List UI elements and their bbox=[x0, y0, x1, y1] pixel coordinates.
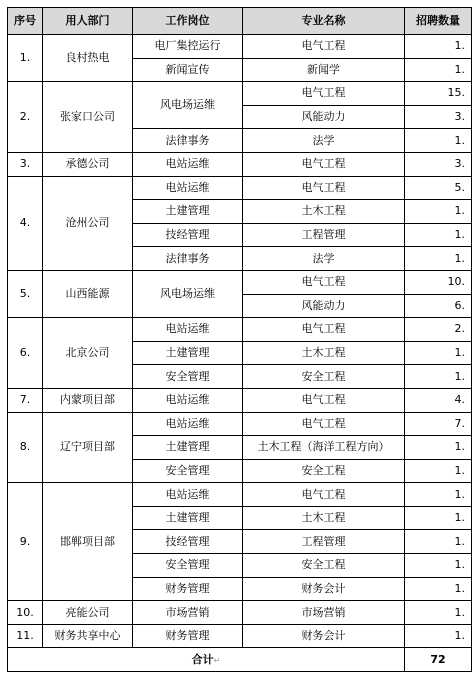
major-cell: 电气工程 bbox=[243, 270, 405, 294]
dept-cell: 承德公司 bbox=[43, 152, 133, 176]
count-cell: 1. bbox=[405, 506, 472, 530]
header-count: 招聘数量 bbox=[405, 8, 472, 35]
post-cell: 电站运维 bbox=[133, 318, 243, 342]
major-cell: 电气工程 bbox=[243, 388, 405, 412]
post-cell: 电站运维 bbox=[133, 412, 243, 436]
header-dept: 用人部门 bbox=[43, 8, 133, 35]
seq-cell: 2. bbox=[8, 82, 43, 153]
dept-cell: 财务共享中心 bbox=[43, 624, 133, 648]
table-row bbox=[8, 483, 472, 507]
recruitment-table-container bbox=[7, 7, 471, 672]
count-cell: 5. bbox=[405, 176, 472, 200]
post-cell: 市场营销 bbox=[133, 601, 243, 625]
dept-cell: 内蒙项目部 bbox=[43, 388, 133, 412]
major-cell: 工程管理 bbox=[243, 530, 405, 554]
major-cell: 安全工程 bbox=[243, 459, 405, 483]
post-cell: 风电场运维 bbox=[133, 82, 243, 129]
post-cell: 财务管理 bbox=[133, 624, 243, 648]
major-cell: 电气工程 bbox=[243, 35, 405, 59]
seq-cell: 4. bbox=[8, 176, 43, 270]
seq-cell: 10. bbox=[8, 601, 43, 625]
major-cell: 安全工程 bbox=[243, 554, 405, 578]
count-cell: 1. bbox=[405, 247, 472, 271]
total-label bbox=[8, 648, 405, 672]
count-cell: 1. bbox=[405, 459, 472, 483]
post-cell: 土建管理 bbox=[133, 436, 243, 460]
post-cell: 安全管理 bbox=[133, 365, 243, 389]
total-label-text: 合计 bbox=[191, 652, 214, 666]
major-cell: 土木工程 bbox=[243, 341, 405, 365]
major-cell: 法学 bbox=[243, 129, 405, 153]
table-row bbox=[8, 412, 472, 436]
post-cell: 安全管理 bbox=[133, 459, 243, 483]
major-cell: 电气工程 bbox=[243, 412, 405, 436]
seq-cell: 5. bbox=[8, 270, 43, 317]
post-cell: 法律事务 bbox=[133, 247, 243, 271]
seq-cell: 6. bbox=[8, 318, 43, 389]
post-cell: 土建管理 bbox=[133, 506, 243, 530]
count-cell: 1. bbox=[405, 530, 472, 554]
post-cell: 新闻宣传 bbox=[133, 58, 243, 82]
table-row bbox=[8, 624, 472, 648]
count-cell: 1. bbox=[405, 129, 472, 153]
count-cell: 10. bbox=[405, 270, 472, 294]
seq-cell: 8. bbox=[8, 412, 43, 483]
major-cell: 新闻学 bbox=[243, 58, 405, 82]
count-cell: 1. bbox=[405, 577, 472, 601]
header-post: 工作岗位 bbox=[133, 8, 243, 35]
major-cell: 电气工程 bbox=[243, 152, 405, 176]
count-cell: 1. bbox=[405, 223, 472, 247]
count-cell: 1. bbox=[405, 624, 472, 648]
major-cell: 电气工程 bbox=[243, 318, 405, 342]
dept-cell: 良村热电 bbox=[43, 35, 133, 82]
post-cell: 土建管理 bbox=[133, 200, 243, 224]
table-row bbox=[8, 152, 472, 176]
count-cell: 1. bbox=[405, 365, 472, 389]
seq-cell: 7. bbox=[8, 388, 43, 412]
dept-cell: 山西能源 bbox=[43, 270, 133, 317]
header-major: 专业名称 bbox=[243, 8, 405, 35]
seq-cell: 1. bbox=[8, 35, 43, 82]
major-cell: 财务会计 bbox=[243, 577, 405, 601]
dept-cell: 沧州公司 bbox=[43, 176, 133, 270]
major-cell: 安全工程 bbox=[243, 365, 405, 389]
post-cell: 电厂集控运行 bbox=[133, 35, 243, 59]
count-cell: 1. bbox=[405, 436, 472, 460]
major-cell: 土木工程 bbox=[243, 200, 405, 224]
major-cell: 财务会计 bbox=[243, 624, 405, 648]
header-seq: 序号 bbox=[8, 8, 43, 35]
count-cell: 15. bbox=[405, 82, 472, 106]
table-row bbox=[8, 270, 472, 294]
post-cell: 技经管理 bbox=[133, 223, 243, 247]
table-row bbox=[8, 176, 472, 200]
count-cell: 1. bbox=[405, 554, 472, 578]
table-row bbox=[8, 601, 472, 625]
seq-cell: 3. bbox=[8, 152, 43, 176]
major-cell: 电气工程 bbox=[243, 82, 405, 106]
total-value: 72 bbox=[405, 648, 472, 672]
dept-cell: 亮能公司 bbox=[43, 601, 133, 625]
seq-cell: 9. bbox=[8, 483, 43, 601]
count-cell: 1. bbox=[405, 35, 472, 59]
post-cell: 风电场运维 bbox=[133, 270, 243, 317]
table-row bbox=[8, 388, 472, 412]
dept-cell: 邯郸项目部 bbox=[43, 483, 133, 601]
seq-cell: 11. bbox=[8, 624, 43, 648]
count-cell: 3. bbox=[405, 105, 472, 129]
table-row bbox=[8, 35, 472, 59]
post-cell: 电站运维 bbox=[133, 388, 243, 412]
table-row bbox=[8, 82, 472, 106]
major-cell: 土木工程 bbox=[243, 506, 405, 530]
header-row bbox=[8, 8, 472, 35]
post-cell: 安全管理 bbox=[133, 554, 243, 578]
count-cell: 3. bbox=[405, 152, 472, 176]
paragraph-mark: ↵ bbox=[213, 655, 221, 665]
count-cell: 4. bbox=[405, 388, 472, 412]
count-cell: 1. bbox=[405, 483, 472, 507]
dept-cell: 辽宁项目部 bbox=[43, 412, 133, 483]
major-cell: 电气工程 bbox=[243, 483, 405, 507]
post-cell: 土建管理 bbox=[133, 341, 243, 365]
count-cell: 7. bbox=[405, 412, 472, 436]
count-cell: 1. bbox=[405, 200, 472, 224]
recruitment-table bbox=[7, 7, 472, 672]
count-cell: 1. bbox=[405, 601, 472, 625]
count-cell: 6. bbox=[405, 294, 472, 318]
count-cell: 1. bbox=[405, 341, 472, 365]
count-cell: 1. bbox=[405, 58, 472, 82]
major-cell: 工程管理 bbox=[243, 223, 405, 247]
major-cell: 电气工程 bbox=[243, 176, 405, 200]
table-row bbox=[8, 318, 472, 342]
major-cell: 市场营销 bbox=[243, 601, 405, 625]
post-cell: 电站运维 bbox=[133, 483, 243, 507]
post-cell: 法律事务 bbox=[133, 129, 243, 153]
dept-cell: 张家口公司 bbox=[43, 82, 133, 153]
dept-cell: 北京公司 bbox=[43, 318, 133, 389]
post-cell: 电站运维 bbox=[133, 176, 243, 200]
major-cell: 土木工程（海洋工程方向） bbox=[243, 436, 405, 460]
major-cell: 风能动力 bbox=[243, 294, 405, 318]
count-cell: 2. bbox=[405, 318, 472, 342]
post-cell: 电站运维 bbox=[133, 152, 243, 176]
major-cell: 法学 bbox=[243, 247, 405, 271]
total-row bbox=[8, 648, 472, 672]
major-cell: 风能动力 bbox=[243, 105, 405, 129]
post-cell: 技经管理 bbox=[133, 530, 243, 554]
post-cell: 财务管理 bbox=[133, 577, 243, 601]
